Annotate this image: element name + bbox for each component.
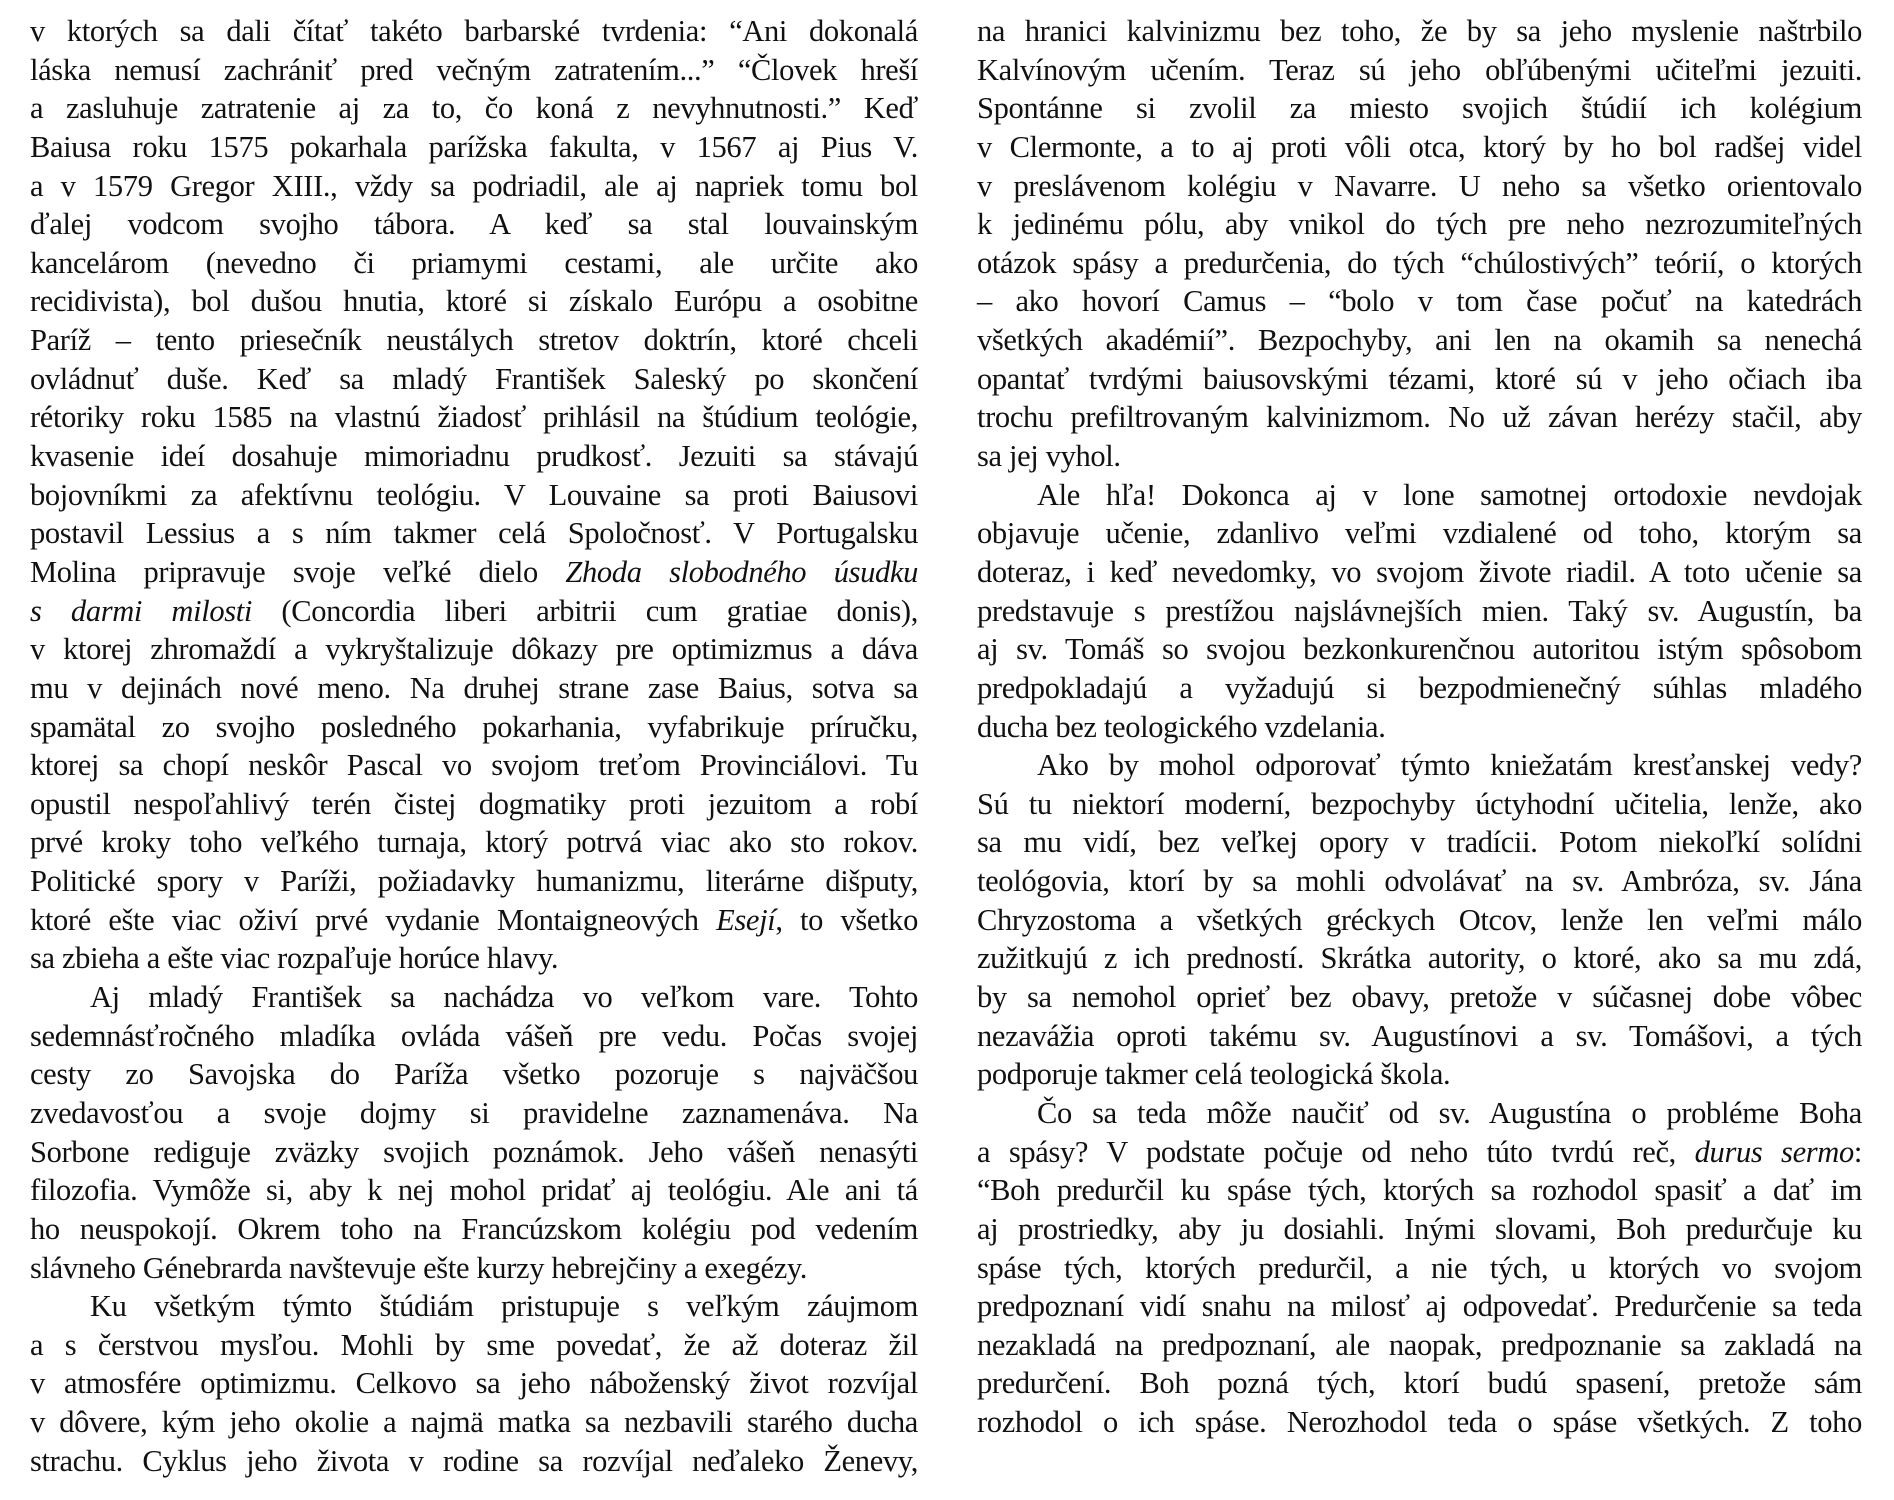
text-segment: rétoriky roku 1585 na vlastnú žiadosť prihlásil na štúdium teológie,: [30, 400, 918, 435]
text-segment: by sa nemohol oprieť bez obavy, pretože v súčasnej dobe vôbec: [977, 980, 1862, 1015]
text-segment: kancelárom (nevedno či priamymi cestami, ale určite ako: [30, 245, 918, 280]
text-segment: sedemnásťročného mladíka ovláda vášeň pre vedu. Počas svojej: [30, 1018, 918, 1053]
text-segment: Ale hľa! Dokonca aj v lone samotnej ortodoxie nevdojak: [1037, 477, 1862, 512]
text-line: [977, 1055, 1862, 1094]
text-column-right: [977, 12, 1862, 1442]
text-line: [30, 785, 918, 824]
text-line: [30, 823, 918, 862]
text-line: [977, 282, 1862, 321]
text-segment: trochu prefiltrovaným kalvinizmom. No už závan herézy stačil, aby: [977, 400, 1862, 435]
text-line: [30, 1249, 918, 1288]
text-line: [977, 1287, 1862, 1326]
text-line: [977, 1017, 1862, 1056]
text-line: [977, 901, 1862, 940]
text-segment: nezavážia oproti takému sv. Augustínovi a sv. Tomášovi, a tých: [977, 1018, 1862, 1053]
text-line: [30, 669, 918, 708]
text-segment: postavil Lessius a s ním takmer celá Spoločnosť. V Portugalsku: [30, 516, 918, 551]
text-segment: k jedinému pólu, aby vnikol do tých pre neho nezrozumiteľných: [977, 207, 1862, 242]
text-segment: recidivista), bol dušou hnutia, ktoré si získalo Európu a osobitne: [30, 284, 918, 319]
text-segment: – ako hovorí Camus – “bolo v tom čase počuť na katedrách: [977, 284, 1862, 319]
text-segment: Chryzostoma a všetkých gréckych Otcov, lenže len veľmi málo: [977, 902, 1862, 937]
text-line: [30, 862, 918, 901]
text-segment: Molina pripravuje svoje veľké dielo: [30, 554, 566, 589]
text-segment: doteraz, i keď nevedomky, vo svojom živote riadil. A toto učenie sa: [977, 554, 1862, 589]
paragraph-first-line: [977, 1094, 1862, 1133]
text-line: [30, 1094, 918, 1133]
text-segment: láska nemusí zachrániť pred večným zatratením...” “Človek hreší: [30, 52, 918, 87]
text-line: [30, 939, 918, 978]
text-line: [977, 708, 1862, 747]
text-line: [30, 51, 918, 90]
text-segment: “Boh predurčil ku spáse tých, ktorých sa rozhodol spasiť a dať im: [977, 1173, 1862, 1208]
text-segment: predurčení. Boh pozná tých, ktorí budú spasení, pretože sám: [977, 1366, 1862, 1401]
text-segment: zužitkujú z ich predností. Skrátka autority, o ktoré, ako sa mu zdá,: [977, 941, 1862, 976]
text-line: [977, 1364, 1862, 1403]
text-segment: Sú tu niektorí moderní, bezpochyby úctyhodní učitelia, lenže, ako: [977, 786, 1862, 821]
text-segment: zvedavosťou a svoje dojmy si pravidelne zaznamenáva. Na: [30, 1095, 918, 1130]
text-line: [30, 128, 918, 167]
text-segment: :: [1853, 1134, 1862, 1169]
text-segment: , to všetko: [775, 902, 918, 937]
text-segment: Aj mladý František sa nachádza vo veľkom vare. Tohto: [90, 980, 918, 1015]
text-segment: v ktorej zhromaždí a vykryštalizuje dôkazy pre optimizmus a dáva: [30, 632, 918, 667]
text-line: [30, 437, 918, 476]
text-segment: opantať tvrdými baiusovskými tézami, ktoré sú v jeho očiach iba: [977, 361, 1862, 396]
paragraph-first-line: [30, 1287, 918, 1326]
text-line: [30, 244, 918, 283]
text-line: [30, 1210, 918, 1249]
text-line: [30, 553, 918, 592]
text-segment: sa mu vidí, bez veľkej opory v tradícii. Potom niekoľkí solídni: [977, 825, 1862, 860]
text-segment: Ako by mohol odporovať týmto kniežatám kresťanskej vedy?: [1037, 748, 1862, 783]
text-line: [30, 1326, 918, 1365]
text-segment: Sorbone rediguje zväzky svojich poznámok. Jeho vášeň nenasýti: [30, 1134, 918, 1169]
text-segment: prvé kroky toho veľkého turnaja, ktorý potrvá viac ako sto rokov.: [30, 825, 918, 860]
text-line: [30, 476, 918, 515]
text-line: [30, 746, 918, 785]
text-line: [30, 282, 918, 321]
text-line: [30, 167, 918, 206]
text-segment: Čo sa teda môže naučiť od sv. Augustína o probléme Boha: [1037, 1095, 1862, 1130]
text-segment: v Clermonte, a to aj proti vôli otca, ktorý by ho bol radšej videl: [977, 129, 1862, 164]
text-line: [977, 785, 1862, 824]
text-line: [977, 167, 1862, 206]
text-line: [977, 1210, 1862, 1249]
text-line: [977, 553, 1862, 592]
text-line: [977, 823, 1862, 862]
text-line: [30, 205, 918, 244]
text-segment: aj prostriedky, aby ju dosiahli. Inými slovami, Boh predurčuje ku: [977, 1211, 1862, 1246]
text-segment: Kalvínovým učením. Teraz sú jeho obľúbenými učiteľmi jezuiti.: [977, 52, 1862, 87]
text-segment: a zasluhuje zatratenie aj za to, čo koná z nevyhnutnosti.” Keď: [30, 91, 918, 126]
text-line: [977, 939, 1862, 978]
text-segment: mu v dejinách nové meno. Na druhej strane zase Baius, sotva sa: [30, 670, 918, 705]
text-line: [30, 1403, 918, 1442]
text-line: [977, 205, 1862, 244]
text-line: [977, 1133, 1862, 1172]
text-segment: všetkých akadémií”. Bezpochyby, ani len na okamih sa nenechá: [977, 323, 1862, 358]
text-segment: nezakladá na predpoznaní, ale naopak, predpoznanie sa zakladá na: [977, 1327, 1862, 1362]
text-segment: rozhodol o ich spáse. Nerozhodol teda o spáse všetkých. Z toho: [977, 1405, 1862, 1440]
text-segment: cesty zo Savojska do Paríža všetko pozoruje s najväčšou: [30, 1057, 918, 1092]
text-segment: ducha bez teologického vzdelania.: [977, 709, 1386, 744]
text-line: [30, 398, 918, 437]
text-segment: Baiusa roku 1575 pokarhala parížska fakulta, v 1567 aj Pius V.: [30, 129, 918, 164]
text-line: [30, 592, 918, 631]
text-line: [30, 1442, 918, 1481]
text-line: [977, 1171, 1862, 1210]
text-line: [30, 321, 918, 360]
text-segment: slávneho Génebrarda navštevuje ešte kurzy hebrejčiny a exegézy.: [30, 1250, 808, 1285]
text-line: [30, 1133, 918, 1172]
text-segment: sa jej vyhol.: [977, 439, 1121, 474]
text-segment: spáse tých, ktorých predurčil, a nie tých, u ktorých vo svojom: [977, 1250, 1862, 1285]
text-segment: kvasenie ideí dosahuje mimoriadnu prudkosť. Jezuiti sa stávajú: [30, 439, 918, 474]
text-segment: aj sv. Tomáš so svojou bezkonkurenčnou autoritou istým spôsobom: [977, 632, 1862, 667]
text-segment: Spontánne si zvolil za miesto svojich štúdií ich kolégium: [977, 91, 1862, 126]
text-line: [977, 630, 1862, 669]
text-line: [30, 1017, 918, 1056]
text-segment: strachu. Cyklus jeho života v rodine sa rozvíjal neďaleko Ženevy,: [30, 1443, 918, 1478]
text-segment: predpoznaní vidí snahu na milosť aj odpovedať. Predurčenie sa teda: [977, 1289, 1862, 1324]
text-line: [30, 1055, 918, 1094]
text-segment: ktorej sa chopí neskôr Pascal vo svojom treťom Provinciálovi. Tu: [30, 748, 918, 783]
text-line: [977, 862, 1862, 901]
text-line: [977, 592, 1862, 631]
text-line: [977, 514, 1862, 553]
italic-text: Zhoda slobodného úsudku: [565, 554, 919, 589]
text-segment: ho neuspokojí. Okrem toho na Francúzskom kolégiu pod vedením: [30, 1211, 918, 1246]
text-segment: ovládnuť duše. Keď sa mladý František Saleský po skončení: [30, 361, 918, 396]
text-segment: na hranici kalvinizmu bez toho, že by sa jeho myslenie naštrbilo: [977, 14, 1862, 48]
italic-text: durus sermo: [1694, 1134, 1854, 1169]
text-line: [30, 708, 918, 747]
text-segment: v preslávenom kolégiu v Navarre. U neho sa všetko orientovalo: [977, 168, 1862, 203]
text-segment: otázok spásy a predurčenia, do tých “chúlostivých” teórií, o ktorých: [977, 245, 1862, 280]
text-line: [977, 360, 1862, 399]
text-line: [30, 1364, 918, 1403]
text-line: [30, 89, 918, 128]
text-segment: Paríž – tento priesečník neustálych stretov doktrín, ktoré chceli: [30, 323, 918, 358]
text-segment: opustil nespoľahlivý terén čistej dogmatiky proti jezuitom a robí: [30, 786, 918, 821]
text-line: [977, 437, 1862, 476]
text-segment: spamätal zo svojho posledného pokarhania, vyfabrikuje príručku,: [30, 709, 918, 744]
text-segment: Ku všetkým týmto štúdiám pristupuje s veľkým záujmom: [90, 1289, 918, 1324]
text-segment: (Concordia liberi arbitrii cum gratiae donis),: [252, 593, 918, 628]
text-segment: sa zbieha a ešte viac rozpaľuje horúce hlavy.: [30, 941, 559, 976]
text-segment: v dôvere, kým jeho okolie a najmä matka sa nezbavili starého ducha: [30, 1405, 918, 1440]
text-segment: filozofia. Vymôže si, aby k nej mohol pridať aj teológiu. Ale ani tá: [30, 1173, 918, 1208]
text-segment: predstavuje s prestížou najslávnejších mien. Taký sv. Augustín, ba: [977, 593, 1862, 628]
italic-text: Esejí: [716, 902, 776, 937]
text-column-left: [30, 12, 918, 1480]
text-line: [977, 1249, 1862, 1288]
text-line: [977, 321, 1862, 360]
text-segment: v atmosfére optimizmu. Celkovo sa jeho náboženský život rozvíjal: [30, 1366, 918, 1401]
text-segment: a s čerstvou mysľou. Mohli by sme povedať, že až doteraz žil: [30, 1327, 918, 1362]
text-segment: objavuje učenie, zdanlivo veľmi vzdialené od toho, ktorým sa: [977, 516, 1862, 551]
text-line: [977, 1403, 1862, 1442]
italic-text: s darmi milosti: [30, 593, 253, 628]
text-segment: a spásy? V podstate počuje od neho túto tvrdú reč,: [977, 1134, 1695, 1169]
text-segment: v ktorých sa dali čítať takéto barbarské tvrdenia: “Ani dokonalá: [30, 14, 918, 48]
paragraph-first-line: [977, 476, 1862, 515]
text-segment: predpokladajú a vyžadujú si bezpodmienečný súhlas mladého: [977, 670, 1862, 705]
text-segment: a v 1579 Gregor XIII., vždy sa podriadil, ale aj napriek tomu bol: [30, 168, 918, 203]
text-line: [30, 360, 918, 399]
paragraph-first-line: [977, 746, 1862, 785]
text-line: [977, 89, 1862, 128]
text-segment: bojovníkmi za afektívnu teológiu. V Louvaine sa proti Baiusovi: [30, 477, 918, 512]
text-segment: ktoré ešte viac oživí prvé vydanie Montaigneových: [30, 902, 717, 937]
text-line: [977, 398, 1862, 437]
text-line: [977, 978, 1862, 1017]
text-segment: teológovia, ktorí by sa mohli odvolávať na sv. Ambróza, sv. Jána: [977, 864, 1862, 899]
text-line: [30, 901, 918, 940]
text-line: [977, 669, 1862, 708]
text-line: [977, 51, 1862, 90]
text-line: [977, 244, 1862, 283]
text-line: [977, 1326, 1862, 1365]
paragraph-first-line: [30, 978, 918, 1017]
text-line: [30, 630, 918, 669]
text-line: [30, 12, 918, 51]
text-segment: ďalej vodcom svojho tábora. A keď sa stal louvainským: [30, 207, 918, 242]
text-segment: podporuje takmer celá teologická škola.: [977, 1057, 1451, 1092]
text-line: [977, 12, 1862, 51]
text-line: [977, 128, 1862, 167]
text-line: [30, 1171, 918, 1210]
text-segment: Politické spory v Paríži, požiadavky humanizmu, literárne dišputy,: [30, 864, 918, 899]
text-line: [30, 514, 918, 553]
